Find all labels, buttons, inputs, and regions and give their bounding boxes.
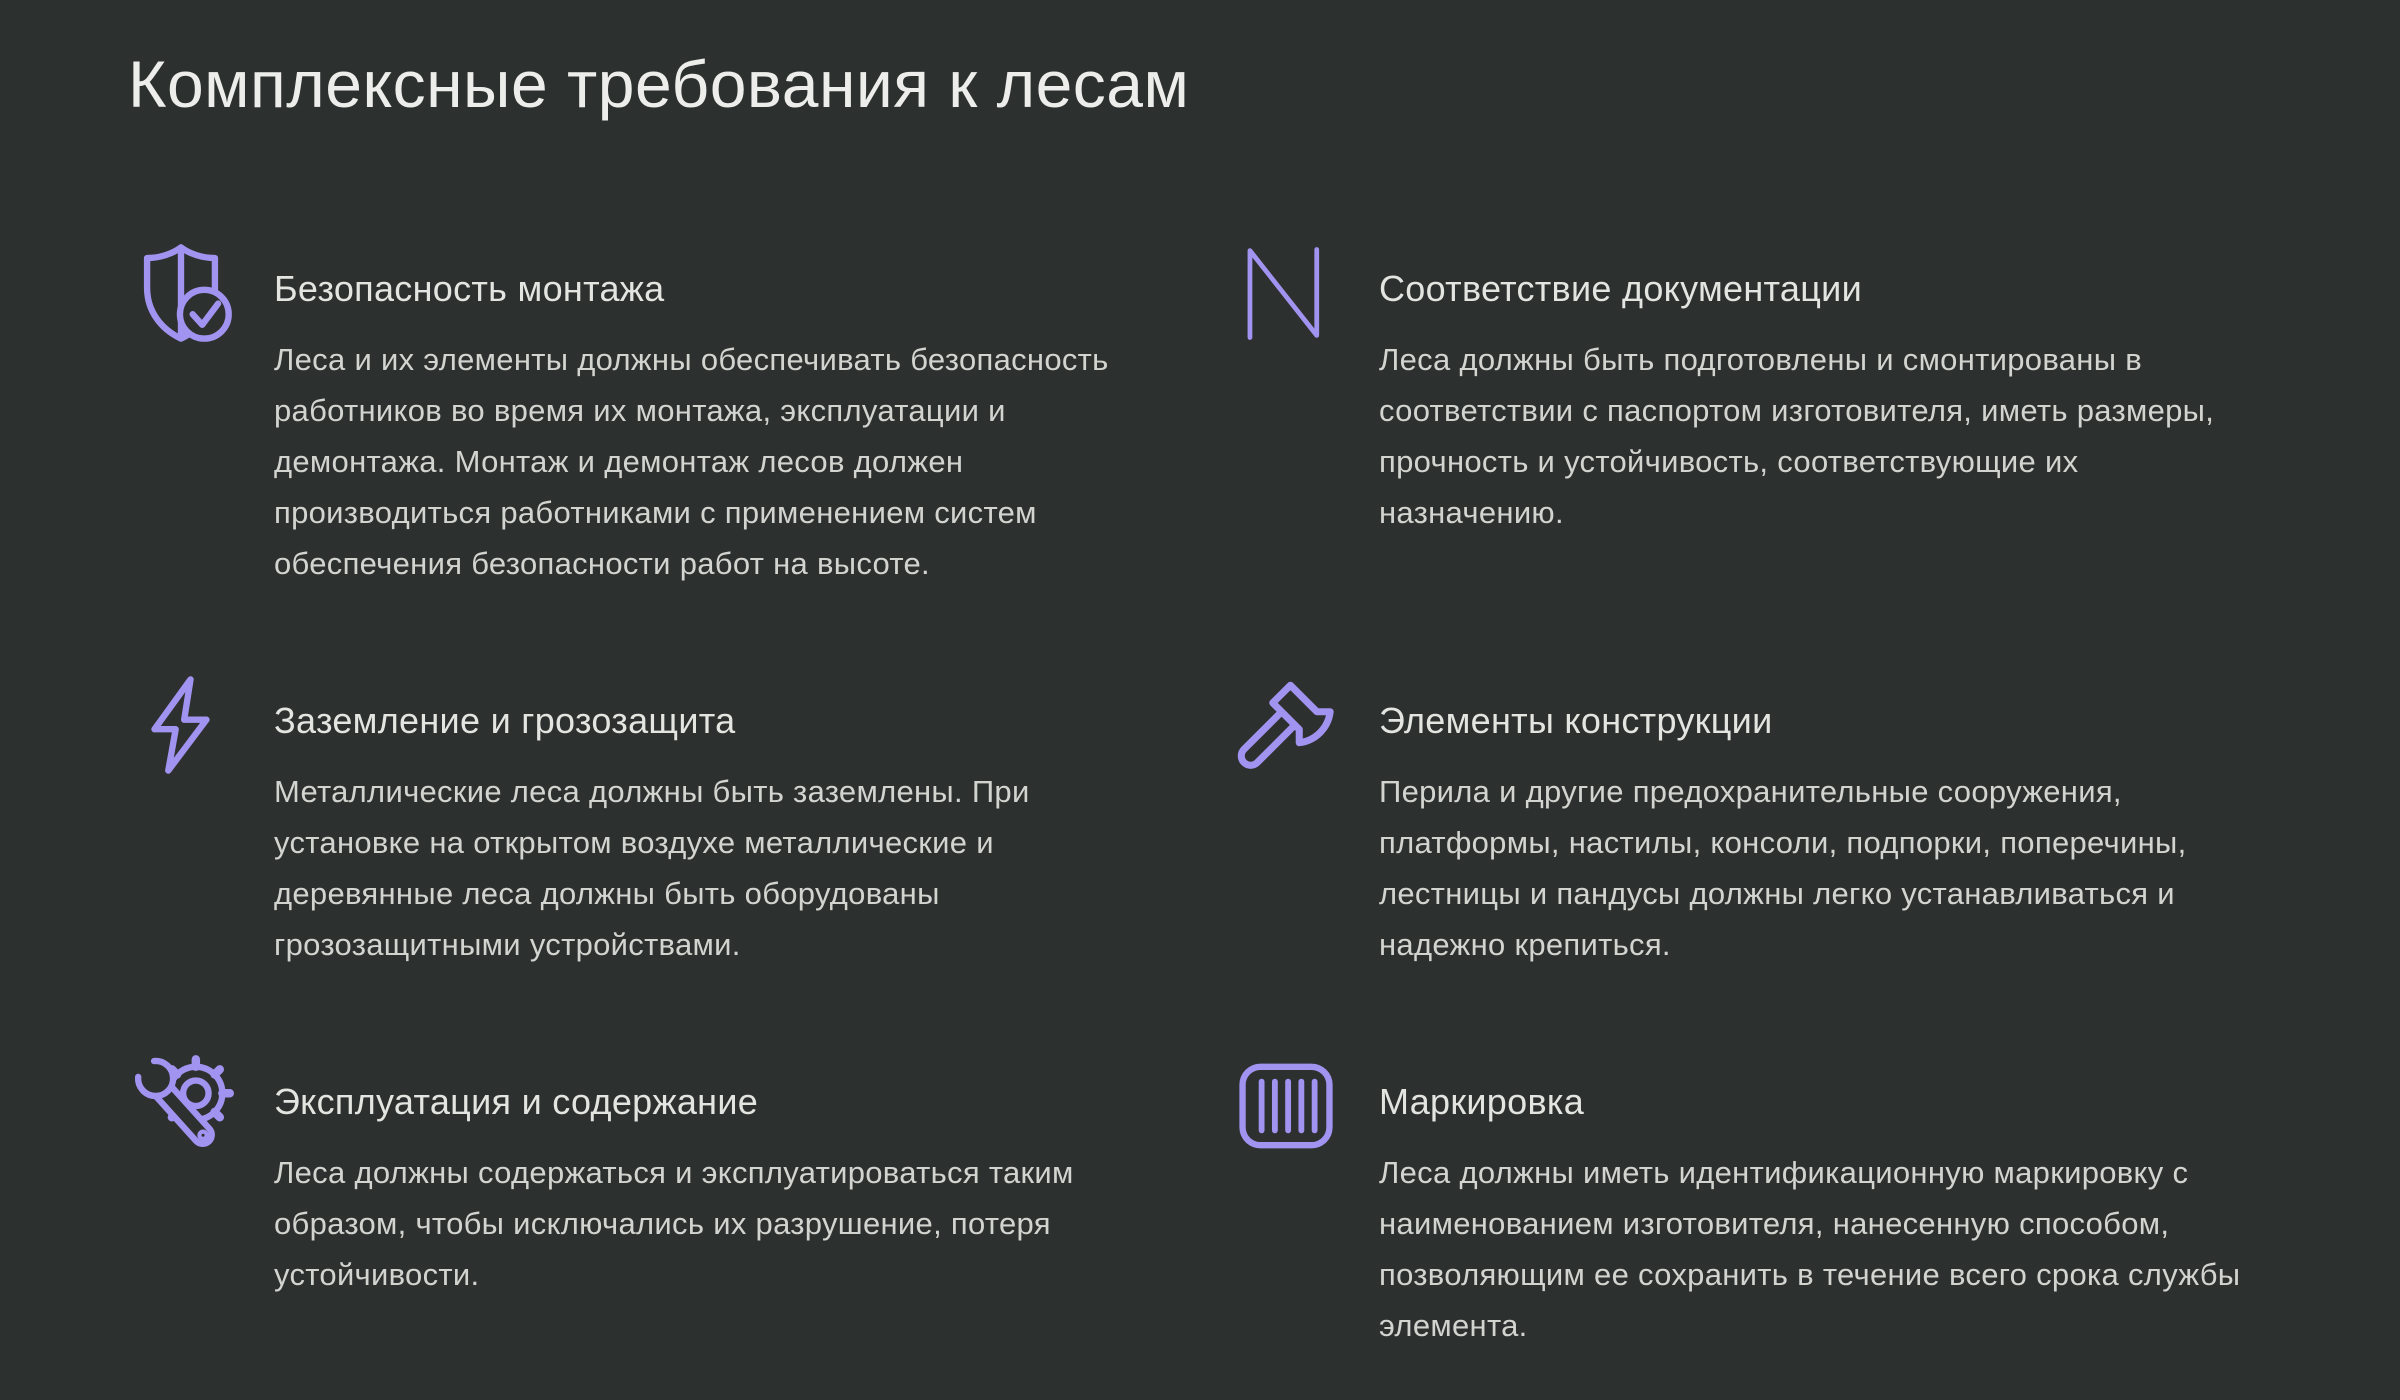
- feature-title: Маркировка: [1379, 1080, 1585, 1122]
- feature-card: [1233, 674, 2270, 970]
- feature-title: Безопасность монтажа: [274, 267, 665, 309]
- feature-content: [274, 674, 1165, 970]
- barcode-icon: [1233, 1053, 1339, 1159]
- feature-body: Леса должны иметь идентификационную маркировку с наименованием изготовителя, нанесенную способом, позволяющим ее сохранить в течение всего срока службы элемента.: [1379, 1154, 2241, 1343]
- feature-body: Леса должны быть подготовлены и смонтированы в соответствии с паспортом изготовителя, иметь размеры, прочность и устойчивость, соответствующие их назначению.: [1379, 341, 2215, 530]
- letter-n-icon: [1233, 240, 1339, 346]
- feature-body: Перила и другие предохранительные сооружения, платформы, настилы, консоли, подпорки, поперечины, лестницы и пандусы должны легко устанавливаться и надежно крепиться.: [1379, 773, 2187, 962]
- feature-body: Металлические леса должны быть заземлены. При установке на открытом воздухе металлические и деревянные леса должны быть оборудованы грозозащитными устройствами.: [274, 773, 1030, 962]
- feature-content: [1379, 242, 2270, 538]
- shield-check-icon: [128, 240, 234, 346]
- feature-body: Леса и их элементы должны обеспечивать безопасность работников во время их монтажа, эксплуатации и демонтажа. Монтаж и демонтаж лесов должен производиться работниками с применением систем обеспечения безопасности работ на высоте.: [274, 341, 1109, 581]
- feature-title: Заземление и грозозащита: [274, 699, 736, 741]
- axe-icon: [1233, 672, 1339, 778]
- features-grid: [128, 242, 2270, 1351]
- feature-card: [128, 674, 1165, 970]
- feature-content: [1379, 674, 2270, 970]
- feature-content: [1379, 1055, 2270, 1351]
- feature-title: Соответствие документации: [1379, 267, 1862, 309]
- feature-title: Эксплуатация и содержание: [274, 1080, 759, 1122]
- feature-card: [1233, 242, 2270, 589]
- wrench-gear-icon: [128, 1053, 234, 1159]
- feature-card: [1233, 1055, 2270, 1351]
- lightning-icon: [128, 672, 234, 778]
- feature-card: [128, 1055, 1165, 1351]
- feature-card: [128, 242, 1165, 589]
- feature-body: Леса должны содержаться и эксплуатироваться таким образом, чтобы исключались их разрушение, потеря устойчивости.: [274, 1154, 1074, 1292]
- feature-title: Элементы конструкции: [1379, 699, 1773, 741]
- feature-content: [274, 242, 1165, 589]
- page-title: Комплексные требования к лесам: [128, 47, 1190, 121]
- feature-content: [274, 1055, 1165, 1300]
